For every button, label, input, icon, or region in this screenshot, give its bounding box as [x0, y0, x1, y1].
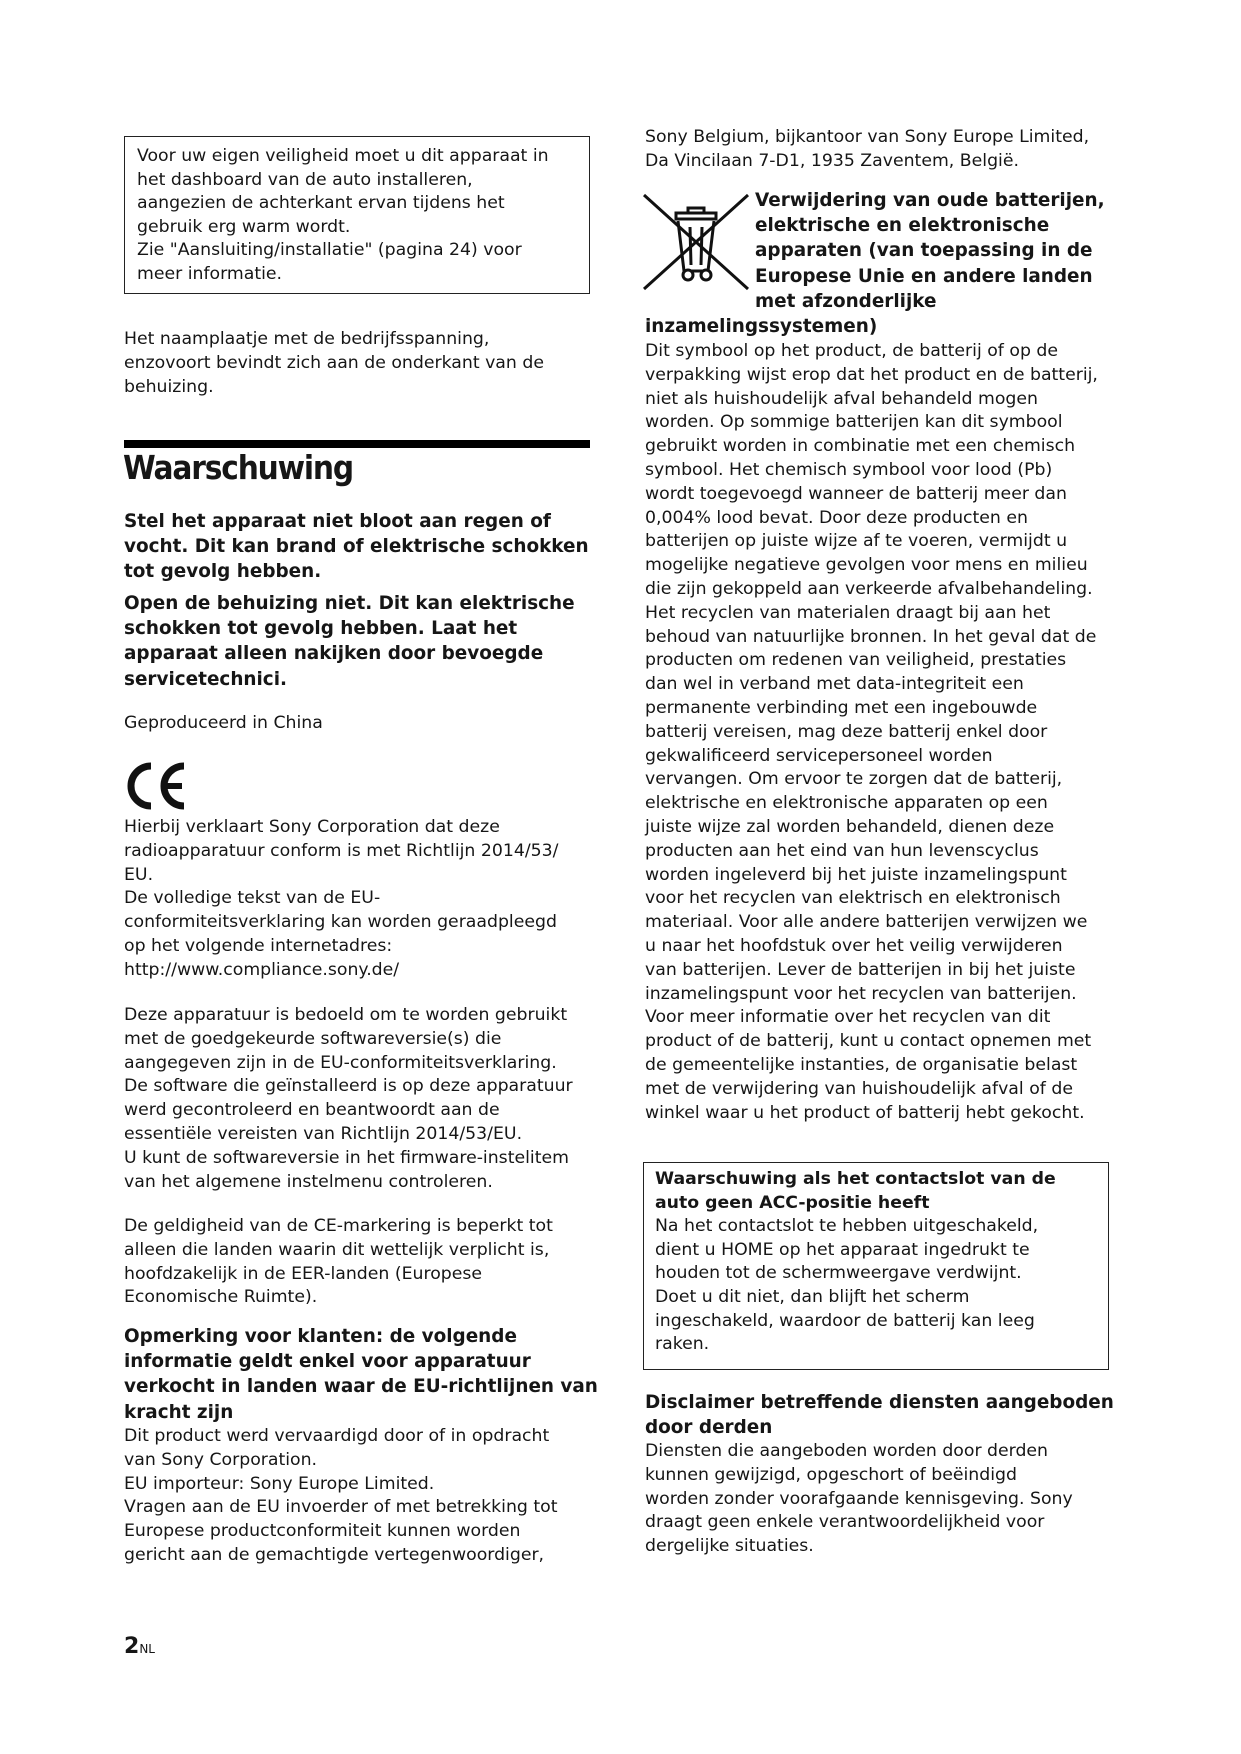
text-line: De geldigheid van de CE-markering is beperkt tot	[124, 1216, 553, 1236]
text-line: elektrische en elektronische	[755, 215, 1050, 237]
safety-line: Voor uw eigen veiligheid moet u dit apparaat in	[137, 146, 549, 166]
safety-line: Zie "Aansluiting/installatie" (pagina 24) voor	[137, 240, 522, 261]
text-line: van Sony Corporation.	[124, 1449, 318, 1470]
text-line: Diensten die aangeboden worden door derden	[645, 1441, 1048, 1461]
text-line: verpakking wijst erop dat het product en de batterij,	[645, 364, 1098, 385]
text-line: apparaten (van toepassing in de	[755, 240, 1093, 262]
warning-rain	[124, 509, 604, 585]
text-line: met de verwijdering van huishoudelijk afval of de	[645, 1078, 1073, 1099]
text-line: Deze apparatuur is bedoeld om te worden gebruikt	[124, 1005, 568, 1025]
note-heading	[124, 1324, 604, 1425]
text-line: Het recyclen van materialen draagt bij aan het	[645, 602, 1051, 623]
text-line: materiaal. Voor alle andere batterijen verwijzen we	[645, 912, 1088, 933]
software-paragraph	[124, 1004, 604, 1194]
page-number	[124, 1634, 155, 1659]
text-line: de gemeentelijke instanties, de organisatie belast	[645, 1054, 1078, 1075]
text-line: inzamelingspunt voor het recyclen van batterijen.	[645, 983, 1077, 1004]
compliance-url: http://www.compliance.sony.de/	[124, 959, 400, 980]
safety-line: gebruik erg warm wordt.	[137, 216, 351, 237]
text-line: Voor meer informatie over het recyclen van dit	[645, 1007, 1051, 1028]
text-line: houden tot de schermweergave verdwijnt.	[655, 1263, 1022, 1284]
disclaimer-heading	[645, 1390, 1125, 1440]
text-line: u naar het hoofdstuk over het veilig verwijderen	[645, 935, 1063, 956]
text-line: worden. Op sommige batterijen kan dit symbool	[645, 412, 1063, 433]
text-line: vocht. Dit kan brand of elektrische schokken	[124, 536, 589, 558]
safety-notice-box	[124, 136, 590, 294]
text-line: werd gecontroleerd en beantwoordt aan de	[124, 1100, 500, 1121]
text-line: De volledige tekst van de EU-	[124, 888, 381, 909]
safety-line: meer informatie.	[137, 263, 283, 284]
text-line: dergelijke situaties.	[645, 1536, 814, 1557]
text-line: raken.	[655, 1334, 710, 1355]
crossed-bin-icon	[642, 193, 750, 293]
text-line: draagt geen enkele verantwoordelijkheid voor	[645, 1512, 1045, 1533]
text-line: Disclaimer betreffende diensten aangeboden	[645, 1392, 1114, 1413]
safety-line: het dashboard van de auto installeren,	[137, 169, 473, 190]
safety-line: aangezien de achterkant ervan tijdens het	[137, 193, 505, 214]
text-line: essentiële vereisten van Richtlijn 2014/53/EU.	[124, 1123, 523, 1144]
text-line: enzovoort bevindt zich aan de onderkant van de	[124, 352, 544, 373]
acc-warning-box	[643, 1162, 1109, 1370]
text-line: De software die geïnstalleerd is op deze apparatuur	[124, 1076, 573, 1097]
text-line: Da Vincilaan 7-D1, 1935 Zaventem, België.	[645, 150, 1019, 171]
text-line: ingeschakeld, waardoor de batterij kan leeg	[655, 1310, 1035, 1331]
nameplate-paragraph	[124, 328, 594, 399]
text-line: schokken tot gevolg hebben. Laat het	[124, 618, 518, 640]
text-line: alleen die landen waarin dit wettelijk verplicht is,	[124, 1239, 550, 1260]
text-line: kracht zijn	[124, 1401, 234, 1423]
validity-paragraph	[124, 1215, 604, 1310]
address-paragraph	[645, 126, 1125, 174]
disclaimer-body	[645, 1440, 1125, 1559]
text-line: voor het recyclen van elektrisch en elektronisch	[645, 888, 1061, 909]
text-line: conformiteitsverklaring kan worden geraadpleegd	[124, 912, 557, 933]
page-language: NL	[139, 1642, 155, 1656]
page-number-value: 2	[124, 1634, 140, 1659]
warning-housing	[124, 591, 604, 692]
text-line: batterijen op juiste wijze af te voeren, vermijdt u	[645, 531, 1068, 552]
text-line: Na het contactslot te hebben uitgeschakeld,	[655, 1216, 1039, 1237]
ce-mark-icon	[124, 760, 194, 812]
text-line: servicetechnici.	[124, 668, 288, 690]
text-line: symbool. Het chemisch symbool voor lood (Pb)	[645, 459, 1053, 480]
page-title: Waarschuwing	[123, 448, 353, 487]
text-line: niet als huishoudelijk afval behandeld mogen	[645, 388, 1038, 409]
text-line: Sony Belgium, bijkantoor van Sony Europe Limited,	[645, 127, 1090, 147]
text-line: EU importeur: Sony Europe Limited.	[124, 1473, 435, 1494]
text-line: van batterijen. Lever de batterijen in bij het juiste	[645, 959, 1076, 980]
text-line: informatie geldt enkel voor apparatuur	[124, 1351, 531, 1373]
text-line: behoud van natuurlijke bronnen. In het geval dat de	[645, 626, 1097, 647]
text-line: die zijn gekoppeld aan verkeerde afvalbehandeling.	[645, 578, 1093, 599]
text-line: radioapparatuur conform is met Richtlijn 2014/53/	[124, 840, 559, 861]
text-line: Economische Ruimte).	[124, 1287, 318, 1308]
text-line: door derden	[645, 1417, 773, 1439]
text-line: Dit product werd vervaardigd door of in opdracht	[124, 1426, 550, 1446]
text-line: Het naamplaatje met de bedrijfsspanning,	[124, 329, 490, 349]
text-line: Doet u dit niet, dan blijft het scherm	[655, 1286, 970, 1307]
text-line: Dit symbool op het product, de batterij of op de	[645, 341, 1059, 361]
text-line: worden zonder voorafgaande kennisgeving. Sony	[645, 1488, 1073, 1509]
text-line: gebruikt worden in combinatie met een chemisch	[645, 436, 1076, 457]
text-line: auto geen ACC-positie heeft	[655, 1192, 930, 1213]
text-line: tot gevolg hebben.	[124, 561, 322, 583]
text-line: kunnen gewijzigd, opgeschort of beëindigd	[645, 1464, 1017, 1485]
text-line: Verwijdering van oude batterijen,	[755, 190, 1105, 211]
text-line: Opmerking voor klanten: de volgende	[124, 1326, 517, 1347]
text-line: 0,004% lood bevat. Door deze producten en	[645, 507, 1028, 528]
text-line: producten om redenen van veiligheid, prestaties	[645, 650, 1067, 671]
text-line: producten aan het eind van hun levenscyclus	[645, 840, 1039, 861]
text-line: dan wel in verband met data-integriteit een	[645, 674, 1024, 695]
text-line: dient u HOME op het apparaat ingedrukt te	[655, 1239, 1030, 1260]
text-line: met afzonderlijke	[755, 290, 937, 312]
text-line: Hierbij verklaart Sony Corporation dat deze	[124, 817, 500, 837]
text-line: gekwalificeerd servicepersoneel worden	[645, 745, 993, 766]
text-line: juiste wijze zal worden behandeld, dienen deze	[645, 816, 1055, 837]
text-line: hoofdzakelijk in de EER-landen (Europese	[124, 1263, 483, 1284]
text-line: vervangen. Om ervoor te zorgen dat de batterij,	[645, 769, 1063, 790]
text-line: U kunt de softwareversie in het firmware-instelitem	[124, 1147, 569, 1168]
text-line: Europese Unie en andere landen	[755, 265, 1093, 287]
weee-body	[645, 340, 1135, 1125]
declaration-paragraph	[124, 816, 604, 983]
text-line: gericht aan de gemachtigde vertegenwoordiger,	[124, 1544, 545, 1565]
section-rule	[124, 440, 590, 448]
text-line: elektrische en elektronische apparaten op een	[645, 793, 1048, 814]
text-line: product of de batterij, kunt u contact opnemen met	[645, 1031, 1092, 1052]
text-line: Open de behuizing niet. Dit kan elektrische	[124, 593, 575, 614]
text-line: apparaat alleen nakijken door bevoegde	[124, 643, 544, 665]
text-line: EU.	[124, 864, 154, 885]
text-line: batterij vereisen, mag deze batterij enkel door	[645, 721, 1048, 742]
text-line: wordt toegevoegd wanneer de batterij meer dan	[645, 483, 1067, 504]
text-line: winkel waar u het product of batterij hebt gekocht.	[645, 1102, 1085, 1123]
text-line: Stel het apparaat niet bloot aan regen of	[124, 511, 551, 532]
made-in-text: Geproduceerd in China	[124, 713, 323, 733]
text-line: permanente verbinding met een ingebouwde	[645, 697, 1038, 718]
text-line: aangegeven zijn in de EU-conformiteitsverklaring.	[124, 1052, 557, 1073]
text-line: op het volgende internetadres:	[124, 935, 393, 956]
text-line: Vragen aan de EU invoerder of met betrekking tot	[124, 1497, 558, 1518]
weee-heading	[755, 188, 1115, 314]
weee-heading-last: inzamelingssystemen)	[645, 316, 878, 337]
text-line: mogelijke negatieve gevolgen voor mens en milieu	[645, 555, 1088, 576]
text-line: verkocht in landen waar de EU-richtlijnen van	[124, 1376, 598, 1398]
text-line: van het algemene instelmenu controleren.	[124, 1171, 493, 1192]
note-body	[124, 1425, 604, 1568]
text-line: worden ingeleverd bij het juiste inzamelingspunt	[645, 864, 1067, 885]
text-line: Waarschuwing als het contactslot van de	[655, 1169, 1056, 1189]
text-line: behuizing.	[124, 376, 214, 397]
text-line: met de goedgekeurde softwareversie(s) die	[124, 1028, 502, 1049]
text-line: Europese productconformiteit kunnen worden	[124, 1521, 521, 1542]
